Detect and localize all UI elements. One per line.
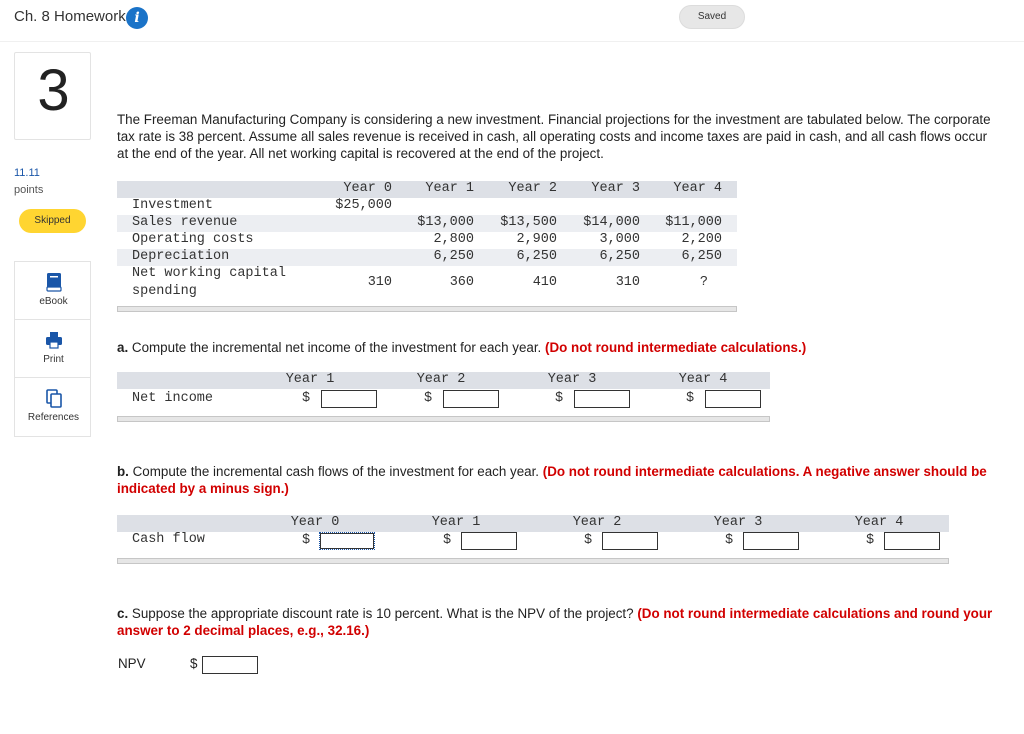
currency-symbol: $ [302, 391, 311, 406]
part-b-note: (Do not round intermediate calculations. A negative answer should be indicated by a minus sign.) [117, 464, 987, 496]
ebook-button[interactable] [15, 262, 90, 320]
proj-row-label: Investment [132, 198, 214, 213]
part-b-header-year2: Year 2 [572, 515, 622, 530]
points-label: points [14, 184, 44, 196]
cash-flow-label: Cash flow [132, 532, 205, 547]
proj-header-year1: Year 1 [425, 181, 474, 196]
saved-status-badge: Saved [679, 5, 745, 29]
proj-cell: $14,000 [583, 215, 640, 230]
question-number: 3 [37, 58, 70, 123]
net-income-year3-input[interactable] [574, 390, 630, 408]
references-button[interactable] [15, 378, 90, 436]
problem-statement: The Freeman Manufacturing Company is considering a new investment. Financial projections for the investment are tabulated below. The corporate tax rate is 38 percent. Assume all sales revenue is received in cash, all operating costs and income taxes are paid in cash, and all cash flows occur at the end of the year. All net working capital is recovered at the end of the project. [117, 112, 991, 161]
table-bottom-rule [117, 558, 949, 564]
part-a-text: Compute the incremental net income of the investment for each year. [131, 340, 542, 355]
cash-flow-year1-input[interactable] [461, 532, 517, 550]
assignment-title: Ch. 8 Homework [14, 8, 126, 25]
proj-cell: 3,000 [599, 232, 640, 247]
proj-header-year4: Year 4 [673, 181, 722, 196]
ebook-label: eBook [39, 296, 68, 307]
top-bar [0, 0, 1024, 42]
proj-header-year3: Year 3 [591, 181, 640, 196]
part-b-header-year1: Year 1 [431, 515, 481, 530]
points-value: 11.11 [14, 167, 40, 179]
proj-cell: 2,900 [516, 232, 557, 247]
cash-flow-year4-input[interactable] [884, 532, 940, 550]
table-bottom-rule [117, 306, 737, 312]
proj-cell: 360 [449, 275, 474, 290]
net-income-year4-input[interactable] [705, 390, 761, 408]
proj-row-label: Operating costs [132, 232, 254, 247]
part-a-header-year4: Year 4 [678, 372, 728, 387]
proj-cell: $13,000 [417, 215, 474, 230]
question-number-box [14, 52, 91, 140]
side-nav [14, 261, 91, 437]
currency-symbol: $ [866, 533, 875, 548]
part-a-header-year2: Year 2 [416, 372, 466, 387]
printer-icon [45, 330, 63, 350]
cash-flow-year3-input[interactable] [743, 532, 799, 550]
cash-flow-year0-input[interactable] [319, 532, 375, 550]
proj-cell: 6,250 [599, 249, 640, 264]
part-b-letter: b. [117, 464, 129, 479]
proj-cell: 410 [532, 275, 557, 290]
proj-cell: 6,250 [516, 249, 557, 264]
part-a-header-year3: Year 3 [547, 372, 597, 387]
part-c-note: (Do not round intermediate calculations and round your answer to 2 decimal places, e.g., 32.16.) [117, 606, 993, 638]
part-a-note: (Do not round intermediate calculations.) [545, 340, 807, 355]
part-b-header-year3: Year 3 [713, 515, 763, 530]
proj-row-label: Sales revenue [132, 215, 238, 230]
cash-flow-year2-input[interactable] [602, 532, 658, 550]
book-icon [45, 272, 63, 292]
part-a-question [117, 339, 1007, 356]
part-b-header-year4: Year 4 [854, 515, 904, 530]
proj-header-year2: Year 2 [508, 181, 557, 196]
proj-cell: 6,250 [681, 249, 722, 264]
skipped-badge: Skipped [19, 209, 86, 233]
proj-cell: 6,250 [433, 249, 474, 264]
part-c-text: Suppose the appropriate discount rate is 10 percent. What is the NPV of the project? [131, 606, 634, 621]
part-b-question [117, 463, 1007, 497]
table-bottom-rule [117, 416, 770, 422]
currency-symbol: $ [190, 656, 198, 671]
copy-icon [45, 388, 63, 408]
proj-cell: $11,000 [665, 215, 722, 230]
proj-cell: 2,800 [433, 232, 474, 247]
proj-cell: $13,500 [500, 215, 557, 230]
info-icon[interactable]: i [126, 7, 148, 29]
proj-cell: ? [699, 275, 708, 290]
part-c-letter: c. [117, 606, 129, 621]
npv-label: NPV [118, 656, 146, 671]
proj-row-label-cont: spending [132, 284, 197, 299]
net-income-year2-input[interactable] [443, 390, 499, 408]
net-income-label: Net income [132, 391, 214, 406]
part-a-letter: a. [117, 340, 129, 355]
print-label: Print [43, 354, 64, 365]
proj-row-label: Depreciation [132, 249, 230, 264]
currency-symbol: $ [686, 391, 695, 406]
part-b-header-band [117, 515, 949, 532]
part-a-header-year1: Year 1 [285, 372, 335, 387]
proj-cell: 310 [615, 275, 640, 290]
currency-symbol: $ [555, 391, 564, 406]
currency-symbol: $ [725, 533, 734, 548]
proj-cell: $25,000 [335, 198, 392, 213]
net-income-year1-input[interactable] [321, 390, 377, 408]
proj-cell: 2,200 [681, 232, 722, 247]
proj-header-year0: Year 0 [343, 181, 392, 196]
references-label: References [27, 412, 80, 423]
currency-symbol: $ [443, 533, 452, 548]
part-b-text: Compute the incremental cash flows of the investment for each year. [132, 464, 540, 479]
proj-cell: 310 [367, 275, 392, 290]
proj-row-label: Net working capital [132, 266, 286, 281]
part-b-header-year0: Year 0 [290, 515, 340, 530]
currency-symbol: $ [302, 533, 311, 548]
currency-symbol: $ [424, 391, 433, 406]
npv-input[interactable] [202, 656, 258, 674]
print-button[interactable] [15, 320, 90, 378]
currency-symbol: $ [584, 533, 593, 548]
part-c-question [117, 605, 1007, 639]
